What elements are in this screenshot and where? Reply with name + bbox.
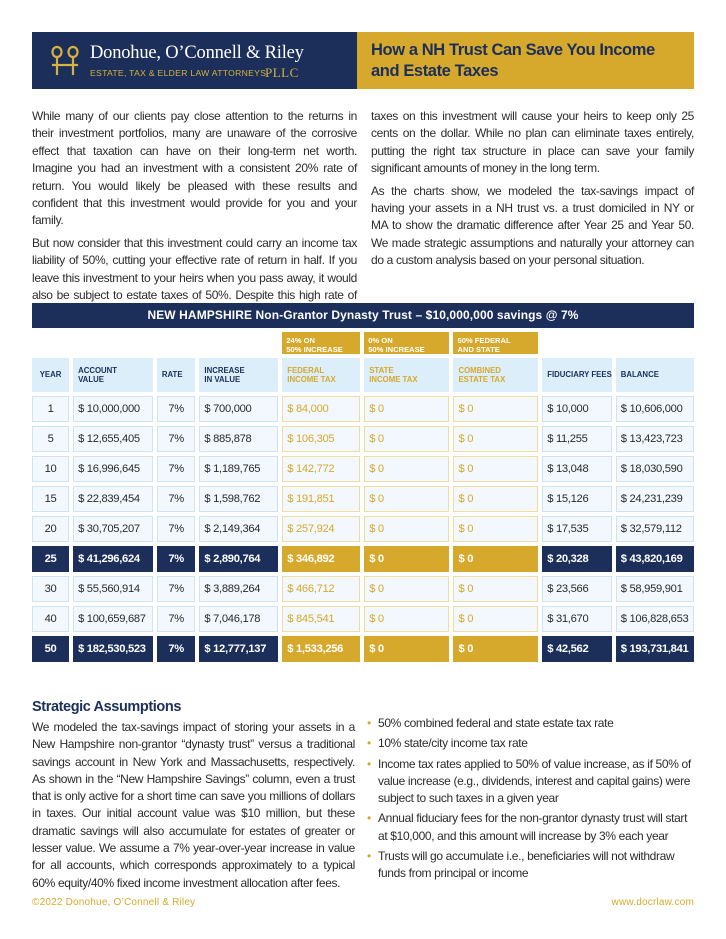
cell-account-value: $ 55,560,914 xyxy=(73,576,153,602)
cell-federal-tax: $ 257,924 xyxy=(282,516,360,542)
cell-rate: 7% xyxy=(157,486,196,512)
cell-state-tax: $ 0 xyxy=(364,606,449,632)
cell-federal-tax: $ 845,541 xyxy=(282,606,360,632)
table-row xyxy=(32,456,694,482)
cell-balance: $ 24,231,239 xyxy=(616,486,694,512)
table-row xyxy=(32,576,694,602)
title-banner xyxy=(357,32,694,89)
cell-increase: $ 885,878 xyxy=(199,426,278,452)
cell-increase: $ 3,889,264 xyxy=(199,576,278,602)
cell-state-tax: $ 0 xyxy=(364,516,449,542)
cell-federal-tax: $ 1,533,256 xyxy=(282,636,360,662)
intro-paragraph: But now consider that this investment could carry an income tax liability of 50%, cutting your effective rate of return in half. If you leave this investment to your heirs when you pass away, it would also be subject to estate taxes of 50%. Despite this high rate of xyxy=(32,235,357,303)
tax-notes-row xyxy=(32,332,694,354)
table-row xyxy=(32,426,694,452)
footer-website[interactable]: www.docrlaw.com xyxy=(611,897,694,908)
col-balance: BALANCE xyxy=(616,358,694,392)
cell-rate: 7% xyxy=(157,546,196,572)
col-account-value: ACCOUNT VALUE xyxy=(73,358,153,392)
cell-increase: $ 12,777,137 xyxy=(199,636,278,662)
cell-year: 40 xyxy=(32,606,69,632)
cell-estate-tax: $ 0 xyxy=(453,636,538,662)
trust-table xyxy=(32,303,694,666)
cell-estate-tax: $ 0 xyxy=(453,516,538,542)
page-title: How a NH Trust Can Save You Income and Estate Taxes xyxy=(371,41,655,80)
estate-note: 50% FEDERAL AND STATE xyxy=(453,332,538,354)
cell-state-tax: $ 0 xyxy=(364,396,449,422)
cell-rate: 7% xyxy=(157,396,196,422)
cell-estate-tax: $ 0 xyxy=(453,576,538,602)
assumptions-title: Strategic Assumptions xyxy=(32,699,181,715)
federal-note: 24% ON 50% INCREASE xyxy=(282,332,360,354)
cell-fiduciary-fees: $ 23,566 xyxy=(542,576,612,602)
cell-account-value: $ 12,655,405 xyxy=(73,426,153,452)
cell-federal-tax: $ 191,851 xyxy=(282,486,360,512)
cell-balance: $ 106,828,653 xyxy=(616,606,694,632)
intro-right-column xyxy=(371,108,694,275)
cell-state-tax: $ 0 xyxy=(364,576,449,602)
assumptions-body: We modeled the tax-savings impact of storing your assets in a New Hampshire non-grantor “dynasty trust” versus a traditional savings account in New York and Massachusetts, respectively. As shown in the “New Hampshire Savings” column, even a trust that is only active for a short time can save you millions of dollars in taxes. Our initial account value was $10 million, but these dramatic savings will also accumulate for estates of greater or lesser value. We assume a 7% year-over-year increase in value for all accounts, which corresponds approximately to a typical 60% equity/40% fixed income investment allocation after fees. xyxy=(32,720,355,890)
cell-federal-tax: $ 466,712 xyxy=(282,576,360,602)
col-year: YEAR xyxy=(32,358,69,392)
firm-logo-icon xyxy=(48,45,82,77)
cell-fiduciary-fees: $ 42,562 xyxy=(542,636,612,662)
cell-account-value: $ 100,659,687 xyxy=(73,606,153,632)
cell-fiduciary-fees: $ 17,535 xyxy=(542,516,612,542)
list-item: • Trusts will go accumulate i.e., beneficiaries will not withdraw funds from principal or income xyxy=(367,848,694,883)
cell-increase: $ 7,046,178 xyxy=(199,606,278,632)
cell-balance: $ 58,959,901 xyxy=(616,576,694,602)
cell-fiduciary-fees: $ 10,000 xyxy=(542,396,612,422)
col-federal-tax: FEDERAL INCOME TAX xyxy=(282,358,360,392)
list-item: • Income tax rates applied to 50% of value increase, as if 50% of value increase (e.g., dividends, interest and capital gains) were subject to such taxes in a given year xyxy=(367,756,694,808)
cell-increase: $ 2,149,364 xyxy=(199,516,278,542)
list-item: • Annual fiduciary fees for the non-grantor dynasty trust will start at $10,000, and this amount will increase by 3% each year xyxy=(367,810,694,845)
cell-year: 25 xyxy=(32,546,69,572)
cell-state-tax: $ 0 xyxy=(364,456,449,482)
cell-year: 20 xyxy=(32,516,69,542)
cell-year: 30 xyxy=(32,576,69,602)
cell-federal-tax: $ 142,772 xyxy=(282,456,360,482)
table-row-highlight xyxy=(32,546,694,572)
col-increase: INCREASE IN VALUE xyxy=(199,358,278,392)
cell-increase: $ 1,189,765 xyxy=(199,456,278,482)
cell-estate-tax: $ 0 xyxy=(453,606,538,632)
cell-account-value: $ 16,996,645 xyxy=(73,456,153,482)
table-row xyxy=(32,486,694,512)
cell-estate-tax: $ 0 xyxy=(453,396,538,422)
cell-rate: 7% xyxy=(157,426,196,452)
cell-year: 10 xyxy=(32,456,69,482)
cell-federal-tax: $ 84,000 xyxy=(282,396,360,422)
cell-state-tax: $ 0 xyxy=(364,636,449,662)
cell-rate: 7% xyxy=(157,456,196,482)
cell-estate-tax: $ 0 xyxy=(453,546,538,572)
table-row xyxy=(32,516,694,542)
cell-year: 5 xyxy=(32,426,69,452)
table-row xyxy=(32,606,694,632)
cell-fiduciary-fees: $ 15,126 xyxy=(542,486,612,512)
col-state-tax: STATE INCOME TAX xyxy=(364,358,449,392)
firm-tagline: ESTATE, TAX & ELDER LAW ATTORNEYS xyxy=(90,68,267,78)
firm-suffix: PLLC xyxy=(265,65,299,80)
table-row-highlight xyxy=(32,636,694,662)
cell-estate-tax: $ 0 xyxy=(453,486,538,512)
cell-state-tax: $ 0 xyxy=(364,486,449,512)
cell-fiduciary-fees: $ 11,255 xyxy=(542,426,612,452)
cell-account-value: $ 10,000,000 xyxy=(73,396,153,422)
table-title: NEW HAMPSHIRE Non-Grantor Dynasty Trust – $10,000,000 savings @ 7% xyxy=(32,303,694,328)
cell-year: 1 xyxy=(32,396,69,422)
cell-balance: $ 18,030,590 xyxy=(616,456,694,482)
cell-estate-tax: $ 0 xyxy=(453,426,538,452)
col-fiduciary-fees: FIDUCIARY FEES xyxy=(542,358,612,392)
firm-name: Donohue, O’Connell & Riley xyxy=(90,43,304,63)
cell-federal-tax: $ 346,892 xyxy=(282,546,360,572)
cell-balance: $ 43,820,169 xyxy=(616,546,694,572)
cell-balance: $ 13,423,723 xyxy=(616,426,694,452)
list-item: • 10% state/city income tax rate xyxy=(367,735,694,752)
cell-balance: $ 10,606,000 xyxy=(616,396,694,422)
cell-balance: $ 193,731,841 xyxy=(616,636,694,662)
cell-account-value: $ 22,839,454 xyxy=(73,486,153,512)
cell-fiduciary-fees: $ 13,048 xyxy=(542,456,612,482)
cell-balance: $ 32,579,112 xyxy=(616,516,694,542)
state-note: 0% ON 50% INCREASE xyxy=(364,332,449,354)
intro-left-column xyxy=(32,108,357,327)
cell-increase: $ 1,598,762 xyxy=(199,486,278,512)
col-estate-tax: COMBINED ESTATE TAX xyxy=(453,358,538,392)
intro-paragraph: taxes on this investment will cause your heirs to keep only 25 cents on the dollar. While no plan can eliminate taxes entirely, putting the right tax structure in place can save your family significant amounts of money in the long term. xyxy=(371,109,694,176)
cell-rate: 7% xyxy=(157,516,196,542)
assumptions-list xyxy=(367,715,694,886)
cell-fiduciary-fees: $ 20,328 xyxy=(542,546,612,572)
cell-rate: 7% xyxy=(157,636,196,662)
cell-rate: 7% xyxy=(157,576,196,602)
table-row xyxy=(32,396,694,422)
cell-state-tax: $ 0 xyxy=(364,426,449,452)
intro-paragraph: While many of our clients pay close attention to the returns in their investment portfolios, many are unaware of the corrosive effect that taxation can have on their long-term net worth. Imagine you had an investment with a consistent 20% rate of return. You would likely be pleased with these results and confident that this investment would provide for you and your family. xyxy=(32,109,357,228)
savings-table xyxy=(28,328,698,666)
cell-account-value: $ 30,705,207 xyxy=(73,516,153,542)
list-item: • 50% combined federal and state estate tax rate xyxy=(367,715,694,732)
cell-account-value: $ 41,296,624 xyxy=(73,546,153,572)
cell-rate: 7% xyxy=(157,606,196,632)
cell-account-value: $ 182,530,523 xyxy=(73,636,153,662)
firm-header xyxy=(32,32,357,89)
cell-year: 50 xyxy=(32,636,69,662)
cell-state-tax: $ 0 xyxy=(364,546,449,572)
cell-year: 15 xyxy=(32,486,69,512)
cell-increase: $ 2,890,764 xyxy=(199,546,278,572)
cell-fiduciary-fees: $ 31,670 xyxy=(542,606,612,632)
cell-increase: $ 700,000 xyxy=(199,396,278,422)
cell-estate-tax: $ 0 xyxy=(453,456,538,482)
col-rate: RATE xyxy=(157,358,196,392)
cell-federal-tax: $ 106,305 xyxy=(282,426,360,452)
footer-copyright: ©2022 Donohue, O’Connell & Riley xyxy=(32,897,196,908)
table-header-row xyxy=(32,358,694,392)
intro-paragraph: As the charts show, we modeled the tax-savings impact of having your assets in a NH trust vs. a trust domiciled in NY or MA to show the dramatic difference after Year 25 and Year 50. We made strategic assumptions and naturally your attorney can do a custom analysis based on your personal situation. xyxy=(371,183,694,268)
